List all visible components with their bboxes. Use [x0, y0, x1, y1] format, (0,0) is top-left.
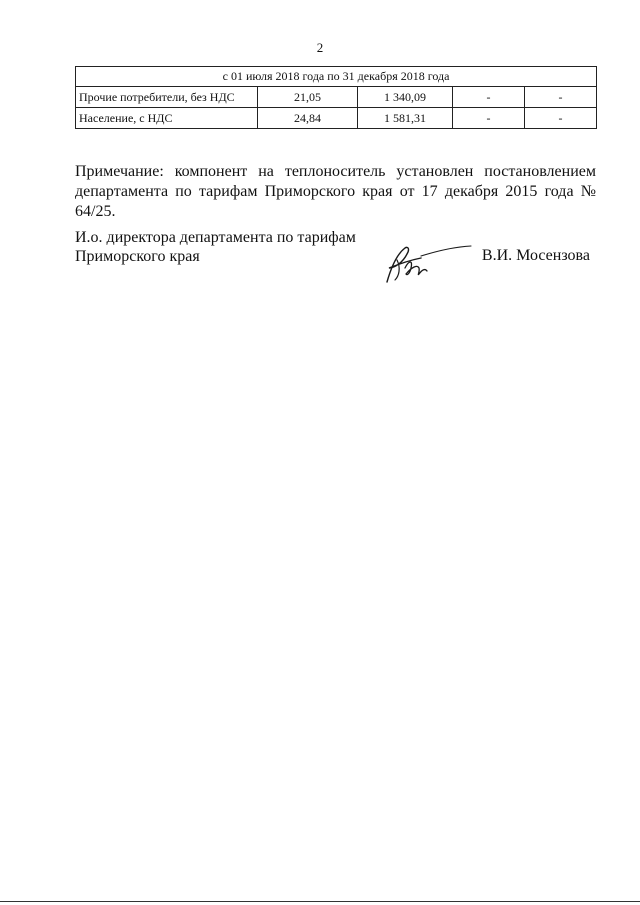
signer-position [75, 228, 356, 266]
tariff-value: 1 581,31 [358, 108, 453, 129]
tariff-value: 1 340,09 [358, 87, 453, 108]
handwritten-signature [377, 238, 473, 286]
tariff-value: - [453, 87, 525, 108]
period-row [76, 67, 597, 87]
page-number: 2 [316, 40, 324, 55]
signature-block [75, 228, 596, 288]
table-row [76, 87, 597, 108]
tariff-value: 24,84 [258, 108, 358, 129]
tariff-value: - [453, 108, 525, 129]
signer-position-line: И.о. директора департамента по тарифам [75, 229, 356, 246]
signer-position-line: Приморского края [75, 248, 200, 265]
consumer-label: Население, с НДС [76, 108, 258, 129]
tariff-value: - [525, 108, 597, 129]
note-paragraph: Примечание: компонент на теплоноситель установлен постановлением департамента по тарифам Приморского края от 17 декабря 2015 года № 64/25. [75, 163, 596, 220]
scan-edge-line [0, 901, 640, 902]
tariff-value: - [525, 87, 597, 108]
period-header: с 01 июля 2018 года по 31 декабря 2018 года [76, 67, 597, 87]
consumer-label: Прочие потребители, без НДС [76, 87, 258, 108]
tariff-table [75, 66, 597, 129]
signer-name: В.И. Мосензова [481, 247, 590, 264]
table-row [76, 108, 597, 129]
tariff-value: 21,05 [258, 87, 358, 108]
